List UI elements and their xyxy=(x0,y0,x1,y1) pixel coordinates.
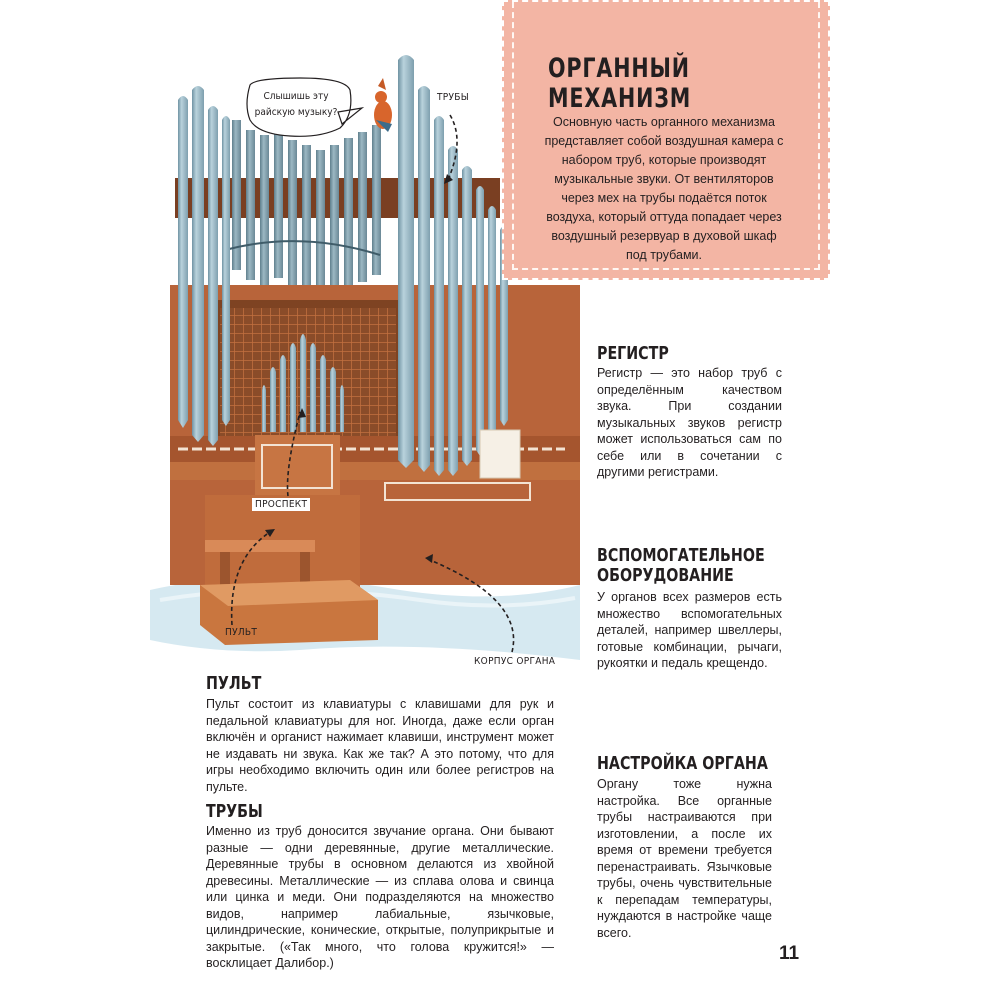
console-text: Пульт состоит из клавиатуры с клавишами для рук и педальной клавиатуры для ног. Иногда, даже если орган включён и органист нажимает клавиши, инструмент может не издавать ни звука. Как же так? А это потому, что для игры необходимо включить один или более регистров на пульте. xyxy=(206,697,554,794)
tuning-text: Органу тоже нужна настройка. Все органные трубы настраиваются при изготовлении, а после их время от времени требуется перенастраивать. Язычковые трубы, очень чувствительные к перепадам температуры, нуждаются в настройке чаще всего. xyxy=(597,777,772,940)
intro-text: Основную часть органного механизма представляет собой воздушная камера с набором труб, которые производят музыкальные звуки. От вентиляторов через мех на трубы подаётся поток воздуха, который оттуда попадает через воздушный резервуар в духовой шкаф под трубами. xyxy=(544,115,784,262)
page-number: 11 xyxy=(779,943,800,964)
speech-bubble-text: Слышишь эту райскую музыку? xyxy=(254,91,338,118)
back-pipes xyxy=(232,120,381,300)
label-pipes: ТРУБЫ xyxy=(437,92,470,103)
tuning-title: НАСТРОЙКА ОРГАНА xyxy=(597,753,768,774)
label-prospect: ПРОСПЕКТ xyxy=(252,498,310,511)
label-console: ПУЛЬТ xyxy=(225,627,258,638)
register-text: Регистр — это набор труб с определённым качеством звука. При создании музыкальных звуков регистр может использоваться сам по себе или в сочетании с другими регистрами. xyxy=(597,366,782,479)
console-title: ПУЛЬТ xyxy=(206,673,262,694)
auxiliary-text: У органов всех размеров есть множество вспомогательных деталей, например швеллеры, готовые комбинации, рычаги, рукоятки и педаль крещендо. xyxy=(597,590,782,670)
page-title: ОРГАННЫЙ МЕХАНИЗМ xyxy=(548,53,692,114)
auxiliary-title-line1: ВСПОМОГАТЕЛЬНОЕ xyxy=(597,545,765,566)
bird-drawing xyxy=(374,78,392,132)
register-title: РЕГИСТР xyxy=(597,343,669,364)
pipes-title: ТРУБЫ xyxy=(206,801,263,822)
auxiliary-title-line2: ОБОРУДОВАНИЕ xyxy=(597,565,734,586)
label-organ-case: КОРПУС ОРГАНА xyxy=(474,656,556,667)
pipes-text: Именно из труб доносится звучание органа. Они бывают разные — одни деревянные, другие металлические. Деревянные трубы в основном делаются из хвойной древесины. Металлические — из сплава олова и свинца или цинка и меди. Они подразделяются на множество видов, например лабиальные, язычковые, цилиндрические, конические, открытые, полуприкрытые и закрытые. («Так много, что голова кружится!» — восклицает Далибор.) xyxy=(206,824,554,970)
